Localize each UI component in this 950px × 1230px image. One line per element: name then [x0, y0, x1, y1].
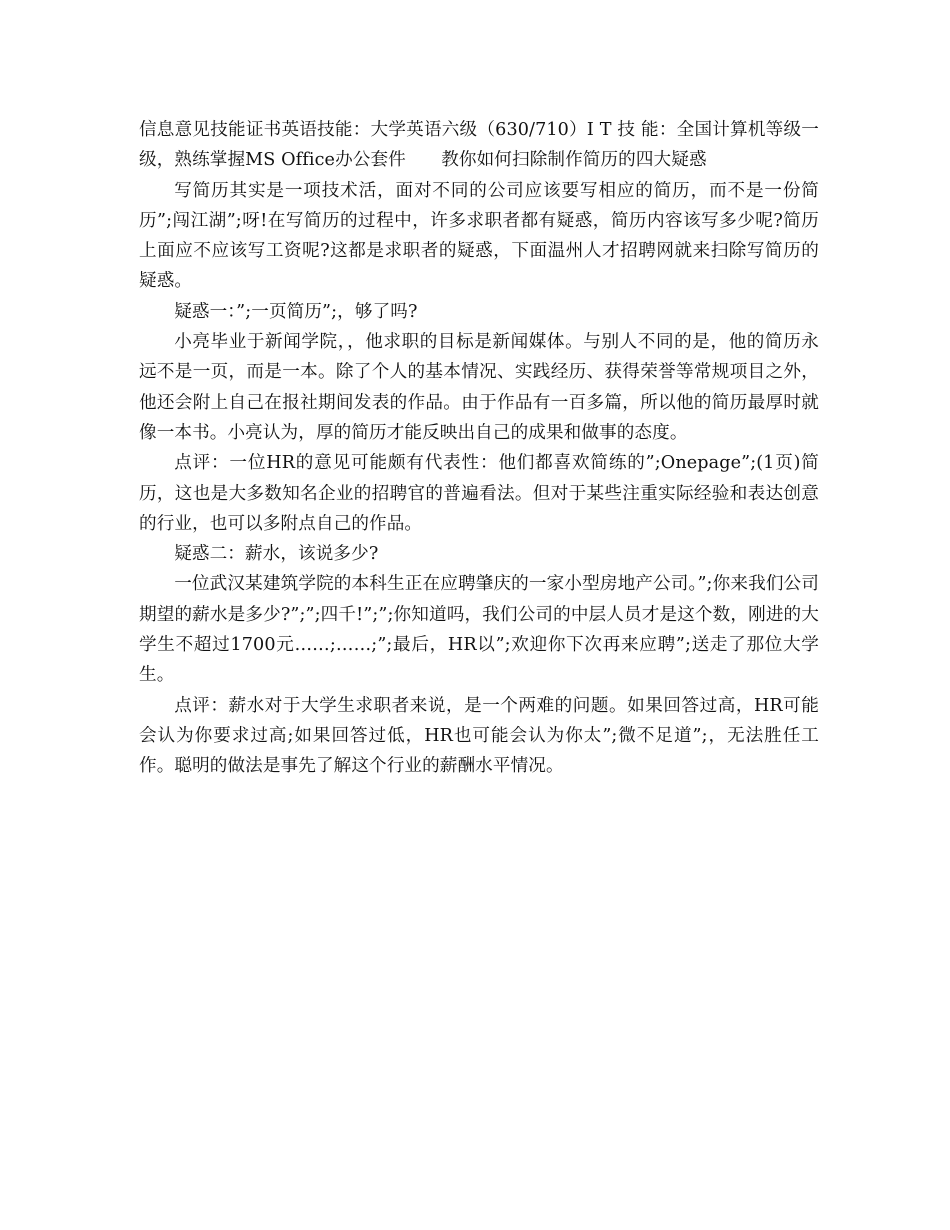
paragraph-doubt-2-comment: 点评：薪水对于大学生求职者来说，是一个两难的问题。如果回答过高，HR可能会认为你要求过高;如果回答过低，HR也可能会认为你太”;微不足道”;，无法胜任工作。聪明的做法是事先了解这个行业的薪酬水平情况。: [139, 695, 819, 777]
document-body: [139, 115, 819, 782]
heading-doubt-2: 疑惑二：薪水，该说多少?: [174, 544, 379, 565]
paragraph-doubt-1-story: 小亮毕业于新闻学院，，他求职的目标是新闻媒体。与别人不同的是，他的简历永远不是一页，而是一本。除了个人的基本情况、实践经历、获得荣誉等常规项目之外，他还会附上自己在报社期间发表的作品。由于作品有一百多篇，所以他的简历最厚时就像一本书。小亮认为，厚的简历才能反映出自己的成果和做事的态度。: [139, 332, 819, 443]
paragraph-doubt-2-story: 一位武汉某建筑学院的本科生正在应聘肇庆的一家小型房地产公司。”;你来我们公司期望的薪水是多少?”;”;四千!”;”;你知道吗，我们公司的中层人员才是这个数，刚进的大学生不超过1700元……;……;”;最后，HR以”;欢迎你下次再来应聘”;送走了那位大学生。: [139, 574, 819, 686]
paragraph-doubt-1-comment: 点评：一位HR的意见可能颇有代表性：他们都喜欢简练的”;Onepage”;(1页)简历，这也是大多数知名企业的招聘官的普遍看法。但对于某些注重实际经验和表达创意的行业，也可以多附点自己的作品。: [139, 453, 819, 534]
paragraph-intro-body: 写简历其实是一项技术活，面对不同的公司应该要写相应的简历，而不是一份简历”;闯江湖”;呀!在写简历的过程中，许多求职者都有疑惑，简历内容该写多少呢?简历上面应不应该写工资呢?这都是求职者的疑惑，下面温州人才招聘网就来扫除写简历的疑惑。: [139, 180, 819, 292]
paragraph-intro-skills: 信息意见技能证书英语技能：大学英语六级（630/710）I T 技 能：全国计算机等级一级，熟练掌握MS Office办公套件 教你如何扫除制作简历的四大疑惑: [139, 120, 819, 171]
heading-doubt-1: 疑惑一：”;一页简历”;，够了吗?: [174, 301, 418, 322]
